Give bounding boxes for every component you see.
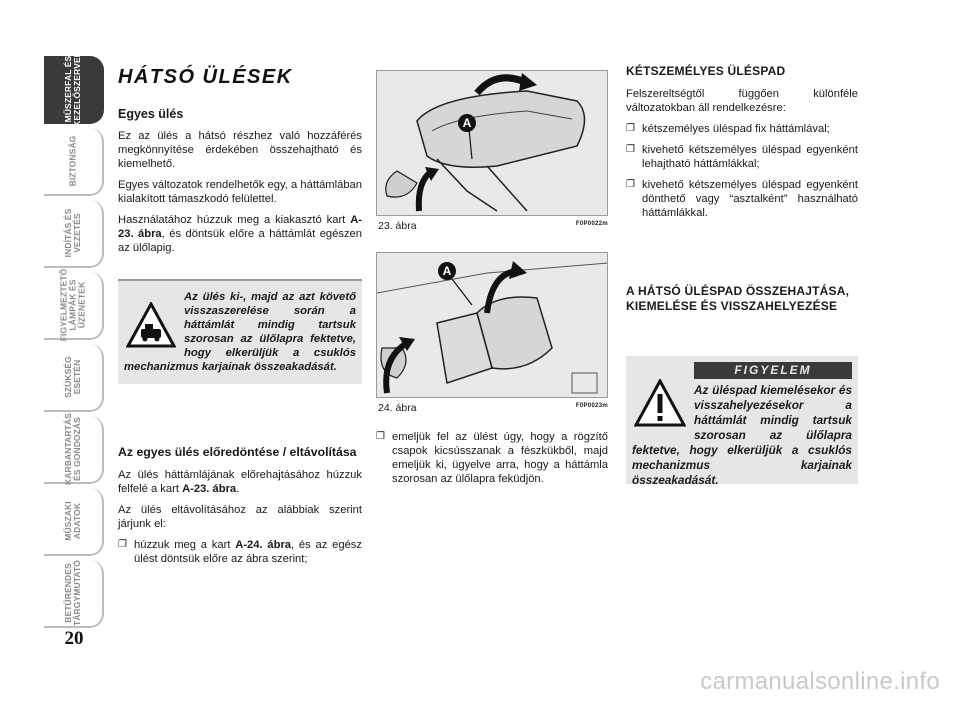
tab-muszerfal[interactable]: MŰSZERFAL ÉS KEZELŐSZERVEK	[44, 56, 104, 124]
tab-targymutato[interactable]: BETŰRENDES TÁRGYMUTATÓ	[44, 560, 104, 628]
page-title: HÁTSÓ ÜLÉSEK	[118, 66, 293, 88]
list-item: ❐ húzzuk meg a kart A-24. ábra, és az egész ülést döntsük előre az ábra szerint;	[118, 538, 362, 566]
column-right-lower	[626, 284, 858, 322]
figure-caption: 23. ábra F0P0022m	[378, 220, 608, 232]
section-title: Az egyes ülés előredöntése / eltávolítása	[118, 445, 357, 459]
paragraph: Az ülés háttámlájának előrehajtásához húzzuk felfelé a kart A-23. ábra.	[118, 469, 362, 495]
section-title: A HÁTSÓ ÜLÉSPAD ÖSSZEHAJTÁSA, KIEMELÉSE ÉS VISSZAHELYEZÉSE	[626, 284, 850, 313]
tab-muszaki[interactable]: MŰSZAKI ADATOK	[44, 488, 104, 556]
paragraph: Az ülés eltávolításához az alábbiak szerint járjunk el:	[118, 504, 362, 530]
section-title: KÉTSZEMÉLYES ÜLÉSPAD	[626, 64, 786, 78]
warning-box	[118, 279, 362, 384]
column-left-lower	[118, 444, 362, 573]
warning-exclamation-icon	[634, 379, 686, 427]
svg-text:A: A	[462, 116, 472, 130]
list-item: ❐ kétszemélyes üléspad fix háttámlával;	[626, 122, 858, 136]
column-right	[626, 64, 858, 227]
figure-caption: 24. ábra F0P0023m	[378, 402, 608, 414]
warning-child-icon	[126, 302, 176, 348]
list-item: ❐ kivehető kétszemélyes üléspad egyenként dönthető vagy “asztalként” használható háttámlákkal.	[626, 178, 858, 220]
paragraph: Használatához húzzuk meg a kiakasztó kart A-23. ábra, és döntsük előre a háttámlát egészen az ülőlapig.	[118, 214, 362, 254]
figure-24	[376, 252, 608, 398]
tab-figyelmezteto[interactable]: FIGYELMEZTETŐ LÁMPÁK ÉS ÜZENETEK	[44, 272, 104, 340]
figure-code: F0P0022m	[575, 221, 608, 227]
tab-biztonsag[interactable]: BIZTONSÁG	[44, 128, 104, 196]
paragraph: Felszereltségtől függően különféle változatokban áll rendelkezésre:	[626, 88, 858, 114]
svg-text:A: A	[442, 264, 452, 278]
figure-23	[376, 70, 608, 216]
tab-inditas[interactable]: INDÍTÁS ÉS VEZETÉS	[44, 200, 104, 268]
warning-box	[626, 356, 858, 487]
subtitle-single-seat: Egyes ülés	[118, 107, 184, 121]
warning-text: Az üléspad kiemelésekor és visszahelyezésekor a háttámlát mindig tartsuk szorosan az ülőlapra fektetve, hogy elkerüljük a csuklós mechanizmus karjainak összeakadását.	[632, 383, 852, 487]
column-middle-text	[376, 430, 608, 493]
page-number: 20	[64, 628, 84, 649]
column-left	[118, 64, 362, 262]
seat-illustration	[377, 253, 608, 398]
figure-code: F0P0023m	[575, 403, 608, 409]
paragraph: Ez az ülés a hátsó részhez való hozzáférés megkönnyítése érdekében összehajtható és kiemelhető.	[118, 130, 362, 170]
paragraph: Egyes változatok rendelhetők egy, a háttámlában kialakított támaszkodó felülettel.	[118, 179, 362, 205]
list-item: ❐ emeljük fel az ülést úgy, hogy a rögzítő csapok kicsússzanak a fészkükből, majd emeljük ki, ügyelve arra, hogy a háttámla szorosan az ülőlapra feküdjön.	[376, 430, 608, 486]
seat-illustration	[377, 71, 608, 216]
warning-text: Az ülés ki-, majd az azt követő visszaszerelése során a háttámlát mindig tartsuk szorosan az ülőlapra fektetve, hogy elkerüljük a csuklós mechanizmus karjainak összeakadását.	[124, 291, 356, 373]
list-item: ❐ kivehető kétszemélyes üléspad egyenként lehajtható háttámlákkal;	[626, 143, 858, 171]
tab-karbantartas[interactable]: KARBANTARTÁS ÉS GONDOZÁS	[44, 416, 104, 484]
watermark: carmanualsonline.info	[700, 668, 940, 695]
warning-banner: FIGYELEM	[694, 362, 852, 379]
tab-szukseg[interactable]: SZÜKSÉG ESETÉN	[44, 344, 104, 412]
